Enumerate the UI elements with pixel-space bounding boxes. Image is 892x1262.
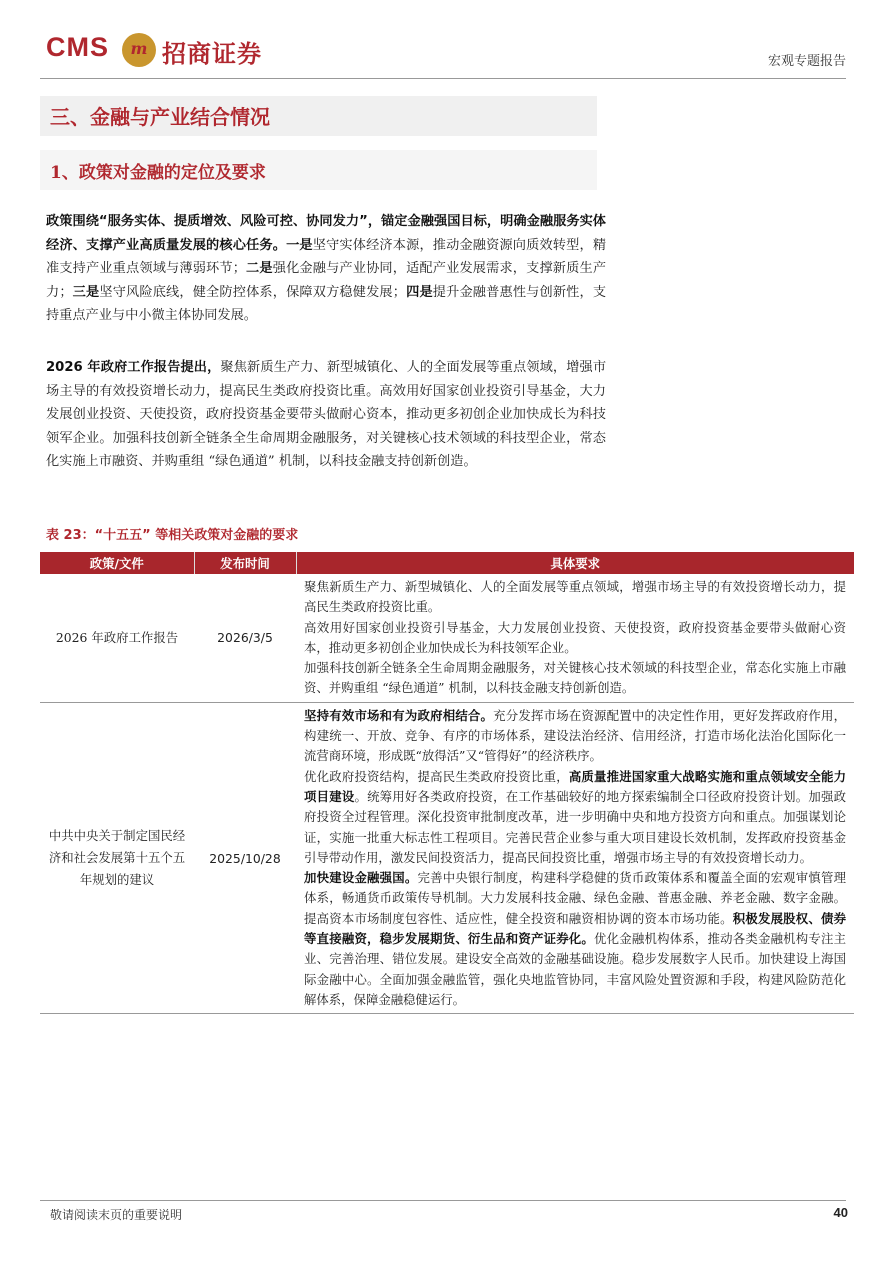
text-run: 提升金融普惠性与创新性，支持重点产业与中小微主体协同发展。 (46, 284, 607, 324)
requirements-cell (296, 702, 854, 1013)
bold-text-run: 三是 (72, 284, 100, 300)
bold-text-run: 二是 (245, 261, 273, 277)
table-row (40, 574, 854, 702)
policy-cell: 中共中央关于制定国民经济和社会发展第十五个五年规划的建议 (40, 702, 194, 1013)
text-run: 坚守实体经济本源，推动金融资源向质效转型，精准支持产业重点领域与薄弱环节； (46, 237, 607, 277)
column-header-date: 发布时间 (194, 552, 296, 574)
bold-text-run: 一是 (286, 237, 313, 253)
header-divider (40, 78, 846, 79)
requirement-paragraph (304, 618, 846, 659)
table-body (40, 574, 854, 1014)
requirement-paragraph (304, 706, 846, 767)
requirement-paragraph (304, 868, 846, 1010)
policy-cell: 2026 年政府工作报告 (40, 574, 194, 702)
text-run: 优化政府投资结构，提高民生类政府投资比重， (304, 768, 569, 784)
logo-badge-icon: m (122, 33, 156, 67)
requirements-cell (296, 574, 854, 702)
bold-text-run: 政策围绕“服务实体、提质增效、风险可控、协同发力”，锚定金融强国目标，明确金融服务实体经济、支撑产业高质量发展的核心任务。 (46, 214, 606, 253)
text-run: 聚焦新质生产力、新型城镇化、人的全面发展等重点领域，增强市场主导的有效投资增长动力，提高民生类政府投资比重。高效用好国家创业投资引导基金，大力发展创业投资、天使投资，政府投资基金要带头做耐心资本，推动更多初创企业加快成长为科技领军企业。加强科技创新全链条全生命周期金融服务，对关键核心技术领域的科技型企业，常态化实施上市融资、并购重组 “绿色通道” 机制，以科技金融支持创新创造。 (46, 360, 607, 470)
page-number: 40 (833, 1205, 848, 1220)
text-run: 聚焦新质生产力、新型城镇化、人的全面发展等重点领域，增强市场主导的有效投资增长动力，提高民生类政府投资比重。 (304, 579, 846, 615)
logo-company-name: 招商证券 (162, 39, 262, 68)
table-title: 表 23：“十五五” 等相关政策对金融的要求 (46, 528, 299, 543)
column-header-requirements: 具体要求 (296, 552, 854, 574)
bold-text-run: 四是 (405, 284, 433, 300)
bold-text-run: 坚持有效市场和有为政府相结合。 (304, 707, 494, 723)
bold-text-run: 积极发展股权、债券等直接融资，稳步发展期货、衍生品和资产证券化。 (304, 910, 847, 947)
bold-text-run: 高质量推进国家重大战略实施和重点领域安全能力项目建设 (304, 768, 847, 804)
text-run: 高效用好国家创业投资引导基金，大力发展创业投资、天使投资，政府投资基金要带头做耐心资本，推动更多初创企业加快成长为科技领军企业。 (304, 619, 846, 655)
bold-text-run: 2026 年政府工作报告提出， (46, 360, 221, 375)
company-logo (36, 28, 296, 72)
text-run: 。统筹用好各类政府投资，在工作基础较好的地方探索编制全口径政府投资计划。加强政府投资全过程管理。深化投资审批制度改革，进一步明确中央和地方投资方向和重点。加强谋划论证，实施一批重大标志性工程项目。完善民营企业参与重大项目建设长效机制，发挥政府投资基金引导带动作用，激发民间投资活力，提高民间投资比重，增强市场主导的有效投资增长动力。 (304, 788, 847, 865)
bold-text-run: 加快建设金融强国。 (304, 870, 418, 886)
text-run: 坚守风险底线，健全防控体系，保障双方稳健发展； (99, 284, 406, 300)
body-paragraph-2 (46, 356, 606, 474)
text-run: 优化金融机构体系，推动各类金融机构专注主业、完善治理、错位发展。建设安全高效的金融基础设施。稳步发展数字人民币。加快建设上海国际金融中心。全面加强金融监管，强化央地监管协同，丰富风险处置资源和手段，构建风险防范化解体系，保障金融稳健运行。 (304, 931, 847, 1007)
text-run: 完善中央银行制度，构建科学稳健的货币政策体系和覆盖全面的宏观审慎管理体系，畅通货币政策传导机制。大力发展科技金融、绿色金融、普惠金融、养老金融、数字金融。提高资本市场制度包容性、适应性，健全投资和融资相协调的资本市场功能。 (304, 870, 847, 926)
section-title: 三、金融与产业结合情况 (50, 105, 270, 129)
column-header-policy: 政策/文件 (40, 552, 194, 574)
subsection-title: 1、政策对金融的定位及要求 (50, 163, 266, 183)
disclaimer-note: 敬请阅读末页的重要说明 (50, 1208, 183, 1222)
requirement-paragraph (304, 658, 846, 699)
table-row (40, 702, 854, 1013)
text-run: 充分发挥市场在资源配置中的决定性作用，更好发挥政府作用，构建统一、开放、竞争、有序的市场体系，建设法治经济、信用经济，打造市场化法治化国际化一流营商环境，形成既“放得活”又“管得好”的经济秩序。 (304, 707, 847, 764)
requirement-paragraph (304, 577, 846, 618)
table-header-row (40, 552, 854, 574)
body-paragraph-1 (46, 210, 606, 328)
report-type-label: 宏观专题报告 (767, 54, 846, 69)
policy-requirements-table (40, 552, 854, 1014)
requirement-paragraph (304, 767, 846, 868)
text-run: 强化金融与产业协同，适配产业发展需求，支撑新质生产力； (46, 261, 607, 300)
date-cell: 2026/3/5 (194, 574, 296, 702)
logo-text: CMS (46, 32, 109, 62)
footer-divider (40, 1200, 846, 1201)
text-run: 加强科技创新全链条全生命周期金融服务，对关键核心技术领域的科技型企业，常态化实施上市融资、并购重组 “绿色通道” 机制，以科技金融支持创新创造。 (304, 660, 846, 696)
date-cell: 2025/10/28 (194, 702, 296, 1013)
